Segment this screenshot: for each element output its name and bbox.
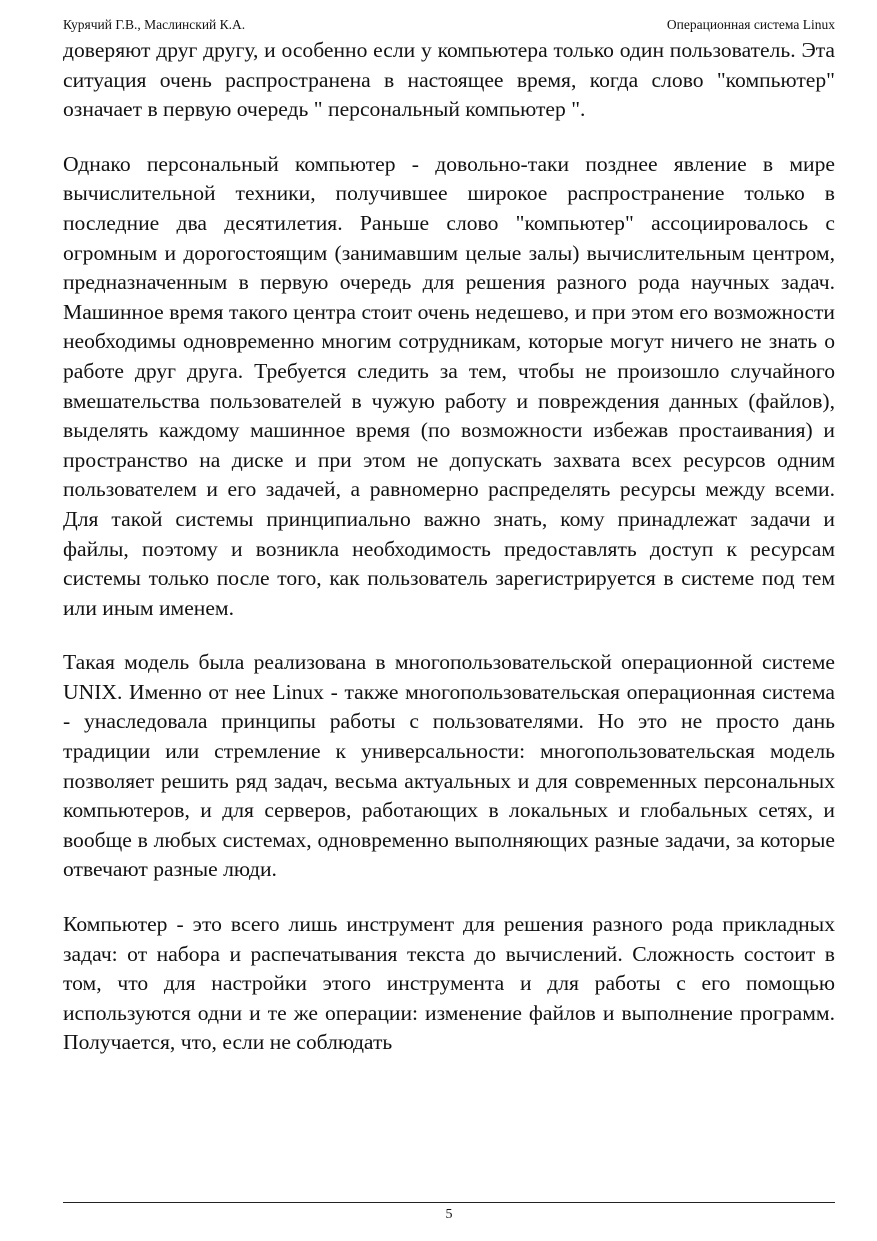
- paragraph: Такая модель была реализована в многопользовательской операционной системе UNIX. Именно от нее Linux - также многопользовательская операционная система - унаследовала принципы работы с пользователями. Но это не просто дань традиции или стремление к универсальности: многопользовательская модель позволяет решить ряд задач, весьма актуальных и для современных персональных компьютеров, и для серверов, работающих в локальных и глобальных сетях, и вообще в любых системах, одновременно выполняющих разные задачи, за которые отвечают разные люди.: [63, 650, 835, 882]
- body-text: [63, 36, 835, 1196]
- page-number: 5: [445, 1207, 453, 1222]
- paragraph: Однако персональный компьютер - довольно-таки позднее явление в мире вычислительной техники, получившее широкое распространение только в последние два десятилетия. Раньше слово "компьютер" ассоциировалось с огромным и дорогостоящим (занимавшим целые залы) вычислительным центром, предназначенным в первую очередь для решения разного рода научных задач. Машинное время такого центра стоит очень недешево, и при этом его возможности необходимы одновременно многим сотрудникам, которые могут ничего не знать о работе друг друга. Требуется следить за тем, чтобы не произошло случайного вмешательства пользователей в чужую работу и повреждения данных (файлов), выделять каждому машинное время (по возможности избежав простаивания) и пространство на диске и при этом не допускать захвата всех ресурсов одним пользователем и его задачей, а равномерно распределять ресурсы между всеми. Для такой системы принципиально важно знать, кому принадлежат задачи и файлы, поэтому и возникла необходимость предоставлять доступ к ресурсам системы только после того, как пользователь зарегистрируется в системе под тем или иным именем.: [63, 151, 835, 620]
- page-header: [63, 16, 835, 34]
- footer-divider: [63, 1202, 835, 1203]
- header-book-title: Операционная система Linux: [666, 17, 835, 32]
- header-authors: Курячий Г.В., Маслинский К.А.: [63, 17, 246, 32]
- paragraph: Компьютер - это всего лишь инструмент для решения разного рода прикладных задач: от набора и распечатывания текста до вычислений. Сложность состоит в том, что для настройки этого инструмента и для работы с его помощью используются одни и те же операции: изменение файлов и выполнение программ. Получается, что, если не соблюдать: [63, 912, 835, 1055]
- paragraph: доверяют друг другу, и особенно если у компьютера только один пользователь. Эта ситуация очень распространена в настоящее время, когда слово "компьютер" означает в первую очередь " персональный компьютер ".: [63, 38, 835, 122]
